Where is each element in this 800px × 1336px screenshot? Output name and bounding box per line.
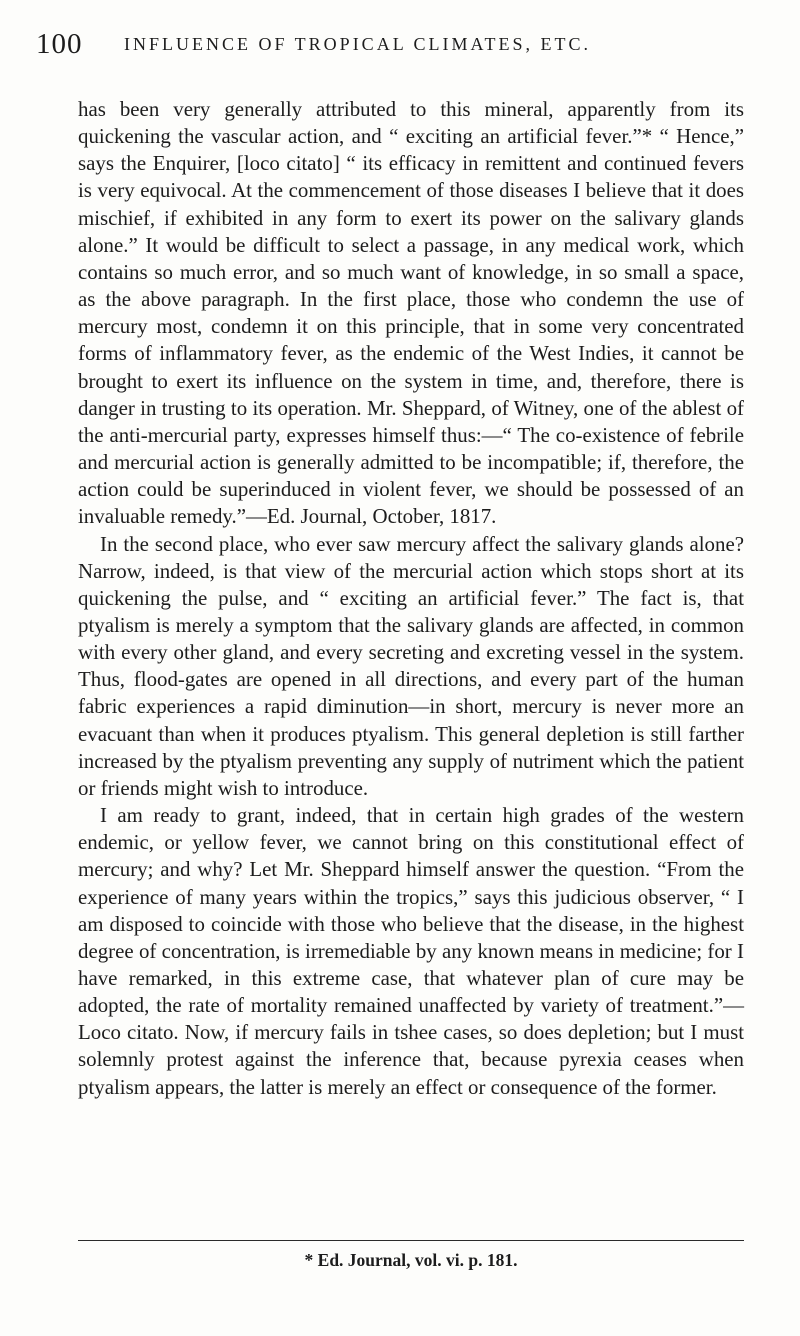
paragraph: has been very generally attributed to this mineral, apparently from its quickening the vascular action, and “ exciting an artificial fever.”* “ Hence,” says the Enquirer, [loco citato] “ its efficacy in remittent and continued fevers is very equivocal. At the commencement of those diseases I believe that it does mischief, if exhibited in any form to exert its power on the salivary glands alone.” It would be difficult to select a passage, in any medical work, which contains so much error, and so much want of knowledge, in so small a space, as the above paragraph. In the first place, those who condemn the use of mercury most, condemn it on this principle, that in some very concentrated forms of inflammatory fever, as the endemic of the West Indies, it cannot be brought to exert its influence on the system in time, and, therefore, there is danger in trusting to its operation. Mr. Sheppard, of Witney, one of the ablest of the anti-mercurial party, expresses himself thus:—“ The co-existence of febrile and mercurial action is generally admitted to be incompatible; if, therefore, the action could be superinduced in violent fever, we should be possessed of an invaluable remedy.”—Ed. Journal, October, 1817. [78, 97, 744, 529]
paragraph: In the second place, who ever saw mercury affect the salivary glands alone? Narrow, indeed, is that view of the mercurial action which stops short at its quickening the pulse, and “ exciting an artificial fever.” The fact is, that ptyalism is merely a symptom that the salivary glands are affected, in common with every other gland, and every secreting and excreting vessel in the system. Thus, flood-gates are opened in all directions, and every part of the human fabric experiences a rapid diminution—in short, mercury is never more an evacuant than when it produces ptyalism. This general depletion is still farther increased by the ptyalism preventing any supply of nutriment which the patient or friends might wish to introduce. [78, 531, 744, 800]
running-title: INFLUENCE OF TROPICAL CLIMATES, ETC. [124, 34, 592, 54]
running-head [36, 28, 756, 68]
footnote-divider [78, 1240, 744, 1241]
page-number: 100 [36, 28, 83, 60]
footnote: * Ed. Journal, vol. vi. p. 181. [304, 1250, 518, 1270]
paragraph: I am ready to grant, indeed, that in certain high grades of the western endemic, or yellow fever, we cannot bring on this constitutional effect of mercury; and why? Let Mr. Sheppard himself answer the question. “From the experience of many years within the tropics,” says this judicious observer, “ I am disposed to coincide with those who believe that the disease, in the highest degree of concentration, is irremediable by any known means in medicine; for I have remarked, in this extreme case, that whatever plan of cure may be adopted, the rate of mortality remained unaffected by variety of treatment.”—Loco citato. Now, if mercury fails in tshee cases, so does depletion; but I must solemnly protest against the inference that, because pyrexia ceases when ptyalism appears, the latter is merely an effect or consequence of the former. [78, 803, 744, 1099]
body-text [78, 96, 744, 1101]
